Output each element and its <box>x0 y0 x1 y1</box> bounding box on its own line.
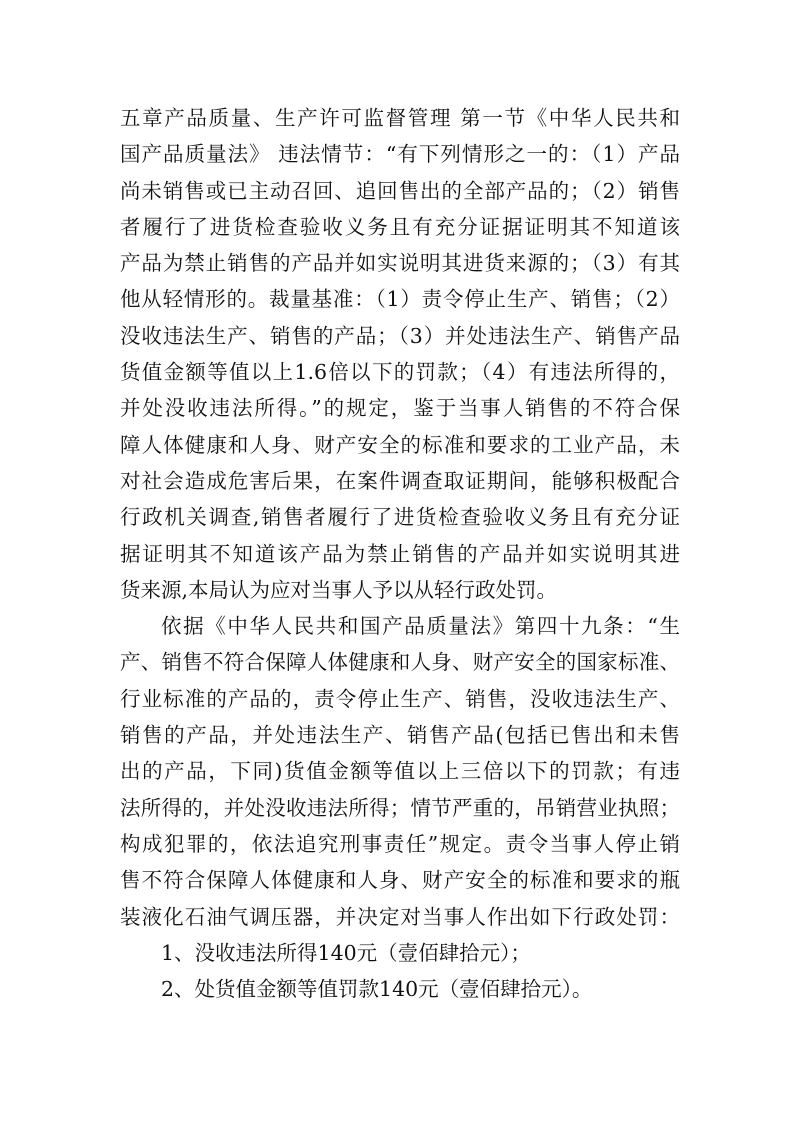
text-line: 据证明其不知道该产品为禁止销售的产品并如实说明其进 <box>120 541 680 566</box>
text-line: 货值金额等值以上1.6倍以下的罚款；（4）有违法所得的， <box>120 360 680 385</box>
paragraph-violation-circumstances <box>120 100 680 608</box>
text-line: 行政机关调查,销售者履行了进货检查验收义务且有充分证 <box>120 505 680 530</box>
text-line: 出的产品，下同)货值金额等值以上三倍以下的罚款；有违 <box>120 759 680 784</box>
text-line: 销售的产品，并处违法生产、销售产品(包括已售出和未售 <box>120 723 680 748</box>
text-line: 并处没收违法所得。”的规定，鉴于当事人销售的不符合保 <box>120 396 680 421</box>
text-line: 没收违法生产、销售的产品；（3）并处违法生产、销售产品 <box>120 323 680 348</box>
text-line: 国产品质量法》 违法情节：“有下列情形之一的：（1）产品 <box>120 142 680 167</box>
text-line: 法所得的，并处没收违法所得；情节严重的，吊销营业执照； <box>120 795 680 820</box>
penalty-item: 2、处货值金额等值罚款140元（壹佰肆拾元）。 <box>161 977 593 1002</box>
text-line: 尚未销售或已主动召回、追回售出的全部产品的；（2）销售 <box>120 178 680 203</box>
text-line: 产品为禁止销售的产品并如实说明其进货来源的；（3）有其 <box>120 251 680 276</box>
text-line: 构成犯罪的，依法追究刑事责任”规定。责令当事人停止销 <box>120 831 680 856</box>
text-line: 产、销售不符合保障人体健康和人身、财产安全的国家标准、 <box>120 650 680 675</box>
paragraph-legal-basis <box>120 608 680 935</box>
text-line: 依据《中华人民共和国产品质量法》第四十九条：“生 <box>161 614 680 639</box>
text-line: 装液化石油气调压器，并决定对当事人作出如下行政处罚： <box>120 904 680 929</box>
text-line: 者履行了进货检查验收义务且有充分证据证明其不知道该 <box>120 214 680 239</box>
text-line: 货来源,本局认为应对当事人予以从轻行政处罚。 <box>120 577 558 602</box>
penalty-item: 1、没收违法所得140元（壹佰肆拾元）； <box>161 940 531 965</box>
document-body <box>120 100 680 1007</box>
penalty-list <box>120 935 680 1008</box>
text-line: 行业标准的产品的，责令停止生产、销售，没收违法生产、 <box>120 686 680 711</box>
text-line: 障人体健康和人身、财产安全的标准和要求的工业产品，未 <box>120 432 680 457</box>
text-line: 五章产品质量、生产许可监督管理 第一节《中华人民共和 <box>120 106 680 130</box>
text-line: 售不符合保障人体健康和人身、财产安全的标准和要求的瓶 <box>120 868 680 893</box>
text-line: 他从轻情形的。裁量基准：（1）责令停止生产、销售；（2） <box>120 287 680 312</box>
text-line: 对社会造成危害后果，在案件调查取证期间，能够积极配合 <box>120 468 680 493</box>
